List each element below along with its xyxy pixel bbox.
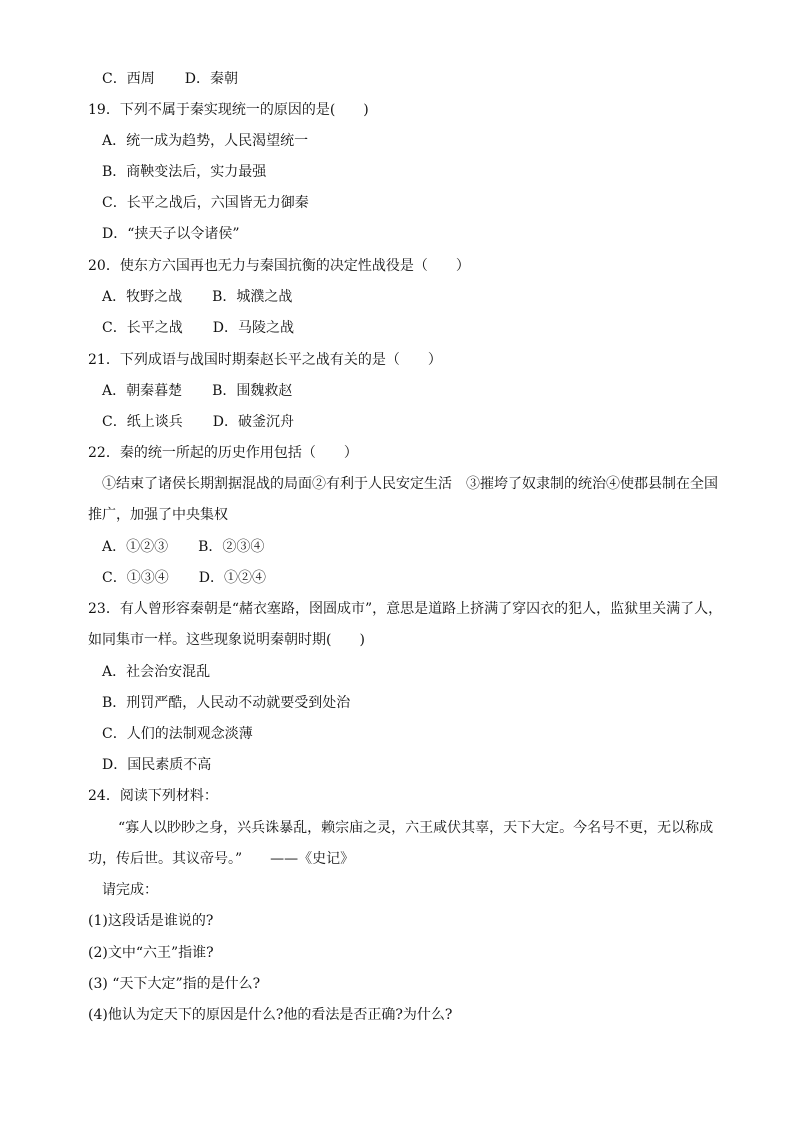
q20-stem: 20．使东方六国再也无力与秦国抗衡的决定性战役是（ ） xyxy=(88,258,470,274)
q19-option-a: A．统一成为趋势，人民渴望统一 xyxy=(102,133,309,149)
q21-option-b: B．围魏救赵 xyxy=(212,383,293,399)
q18-options-cd xyxy=(0,64,794,95)
q24-source: ——《史记》 xyxy=(270,851,355,867)
q24-stem: 24．阅读下列材料： xyxy=(88,788,218,804)
q22-option-a: A．①②③ xyxy=(102,539,169,555)
q22-statements-line1: ①结束了诸侯长期割据混战的局面②有利于人民安定生活 ③摧垮了奴隶制的统治④使郡县制在全国 xyxy=(102,476,718,492)
q21-option-a: A．朝秦暮楚 xyxy=(102,383,183,399)
q24-sub-question-3: (3) “天下大定”指的是什么? xyxy=(88,976,261,992)
q21-option-c: C．纸上谈兵 xyxy=(102,414,183,430)
q21-options-ab xyxy=(0,376,794,407)
q20-option-c: C．长平之战 xyxy=(102,320,183,336)
q22-options-cd xyxy=(0,563,794,594)
q24-quote-line2: 功，传后世。其议帝号。” xyxy=(88,851,243,867)
q24-quote-line1: “寡人以眇眇之身，兴兵诛暴乱，赖宗庙之灵，六王咸伏其辜，天下大定。今名号不更，无以称成 xyxy=(118,820,714,836)
q22-option-d: D．①②④ xyxy=(198,570,266,586)
q22-options-ab xyxy=(0,532,794,563)
q23-option-c: C．人们的法制观念淡薄 xyxy=(102,726,253,742)
q22-option-c: C．①③④ xyxy=(102,570,169,586)
q24-quote-line2-row xyxy=(0,844,794,875)
q20-option-a: A．牧野之战 xyxy=(102,289,183,305)
q24-sub-question-2: (2)文中“六王”指谁? xyxy=(88,945,214,961)
q23-stem-line1: 23．有人曾形容秦朝是“赭衣塞路，囹圄成市”，意思是道路上挤满了穿囚衣的犯人，监狱里关满了人， xyxy=(88,601,723,617)
q23-stem-line2: 如同集市一样。这些现象说明秦朝时期( ) xyxy=(88,632,365,648)
q21-option-d: D．破釜沉舟 xyxy=(212,414,294,430)
q23-option-a: A．社会治安混乱 xyxy=(102,664,211,680)
q20-option-b: B．城濮之战 xyxy=(212,289,293,305)
q24-sub-question-1: (1)这段话是谁说的? xyxy=(88,913,214,929)
q22-statements-line2: 推广，加强了中央集权 xyxy=(88,507,228,523)
q23-option-b: B．刑罚严酷，人民动不动就要受到处治 xyxy=(102,695,351,711)
q19-option-b: B．商鞅变法后，实力最强 xyxy=(102,164,267,180)
q21-options-cd xyxy=(0,407,794,438)
q20-options-cd xyxy=(0,313,794,344)
q18-option-d: D．秦朝 xyxy=(184,71,238,87)
q19-option-d: D．“挟天子以令诸侯” xyxy=(102,226,240,242)
q24-sub-question-4: (4)他认为定天下的原因是什么?他的看法是否正确?为什么? xyxy=(88,1007,453,1023)
q19-stem: 19．下列不属于秦实现统一的原因的是( ) xyxy=(88,102,369,118)
q20-options-ab xyxy=(0,282,794,313)
q22-stem: 22．秦的统一所起的历史作用包括（ ） xyxy=(88,445,358,461)
q22-option-b: B．②③④ xyxy=(198,539,265,555)
q18-option-c: C．西周 xyxy=(102,71,155,87)
q23-option-d: D．国民素质不高 xyxy=(102,757,212,773)
q24-instruction: 请完成： xyxy=(102,882,158,898)
q21-stem: 21．下列成语与战国时期秦赵长平之战有关的是（ ） xyxy=(88,352,442,368)
q20-option-d: D．马陵之战 xyxy=(212,320,294,336)
q19-option-c: C．长平之战后，六国皆无力御秦 xyxy=(102,195,309,211)
